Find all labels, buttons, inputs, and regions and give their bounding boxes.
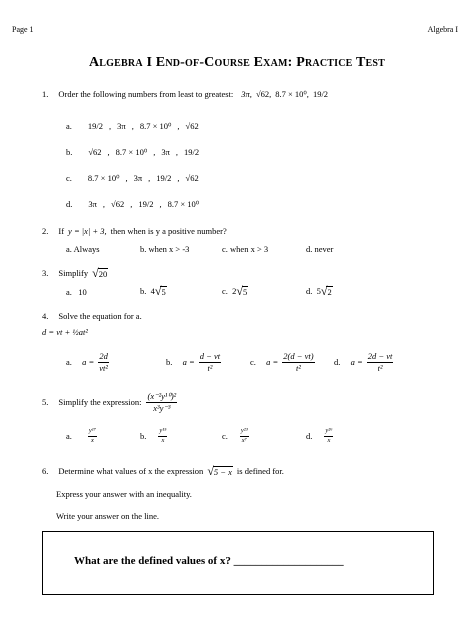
question-prompt: Solve the equation for a. xyxy=(58,311,142,321)
question-number: 5. xyxy=(42,396,49,407)
option-term: 19/2 xyxy=(184,147,200,157)
question-prompt: then when is y a positive number? xyxy=(110,226,227,236)
question-prompt: is defined for. xyxy=(236,466,284,477)
option-term: √62 xyxy=(185,173,199,183)
question-prompt: Simplify the expression: xyxy=(58,396,142,407)
question-number: 4. xyxy=(42,311,49,321)
q2-option-b[interactable]: b. when x > -3 xyxy=(140,244,190,254)
q2-option-c[interactable]: c. when x > 3 xyxy=(222,244,269,254)
q5-option-a[interactable]: a. $\frac{\text{y¹⁷}}{x}$ xyxy=(66,427,96,444)
question-prompt: Order the following numbers from least to greatest: xyxy=(58,89,234,99)
q5-option-c[interactable]: c. $\frac{\text{y²³}}{\text{x⁷}}$ xyxy=(222,427,248,444)
q5-option-d[interactable]: d. $\frac{\text{y²⁶}}{x}$ xyxy=(306,427,333,444)
option-term: 3π xyxy=(88,199,97,209)
question-1 xyxy=(42,90,328,99)
q3-option-c[interactable]: c. 2 √ 5 xyxy=(222,284,248,298)
q1-item: 19/2 xyxy=(312,89,329,99)
q2-option-a[interactable]: a. Always xyxy=(66,244,100,254)
q3-option-b[interactable]: b. 4 √ 5 xyxy=(140,284,166,298)
question-prompt: If xyxy=(58,226,65,236)
instruction-text: Express your answer with an inequality. xyxy=(56,489,192,499)
option-term: √62 xyxy=(111,199,125,209)
page-title: Algebra I End-of-Course Exam: Practice Test xyxy=(89,55,385,70)
q1-option-c[interactable]: c. 8.7 × 10⁰ , 3π , 19/2 , √62 xyxy=(66,173,199,183)
q3-option-a[interactable]: a. 10 xyxy=(66,287,87,297)
option-letter: b. xyxy=(66,147,73,157)
option-term: 8.7 × 10⁰ xyxy=(87,173,120,183)
q1-item: √62, xyxy=(255,89,272,99)
question-number: 1. xyxy=(42,89,49,99)
option-term: 19/2 xyxy=(138,199,154,209)
option-letter: a. xyxy=(66,121,72,131)
q1-option-d[interactable]: d. 3π , √62 , 19/2 , 8.7 × 10⁰ xyxy=(66,199,200,209)
option-term: 19/2 xyxy=(156,173,172,183)
equation: d = vt + ½at² xyxy=(42,327,88,337)
equation: y = |x| + 3, xyxy=(68,226,107,236)
option-term: 19/2 xyxy=(87,121,104,131)
q1-option-b[interactable]: b. √62 , 8.7 × 10⁰ , 3π , 19/2 xyxy=(66,147,200,157)
q1-item: 3π, xyxy=(241,89,252,99)
instruction-text: Write your answer on the line. xyxy=(56,511,160,521)
option-term: √62 xyxy=(185,121,199,131)
option-term: √62 xyxy=(88,147,102,157)
option-term: 3π xyxy=(161,147,170,157)
question-number: 2. xyxy=(42,226,49,236)
question-2 xyxy=(42,227,227,236)
q2-option-d[interactable]: d. never xyxy=(306,244,334,254)
option-term: 3π xyxy=(133,173,143,183)
option-term: 8.7 × 10⁰ xyxy=(167,199,200,209)
option-term: 8.7 × 10⁰ xyxy=(139,121,172,131)
option-letter: c. xyxy=(66,173,72,183)
q3-option-d[interactable]: d. 5 √ 2 xyxy=(306,284,332,298)
q4-option-d[interactable]: d. a = $\frac{2d - vt}{\text{t²}}$ xyxy=(334,351,393,373)
q1-item: 8.7 × 10⁰, xyxy=(275,89,309,99)
question-number: 6. xyxy=(42,466,49,477)
option-letter: d. xyxy=(66,199,73,209)
radical: √ 5 − x xyxy=(207,464,232,478)
question-5 xyxy=(42,392,178,412)
q5-option-b[interactable]: b. $\frac{\text{y¹⁵}}{x}$ xyxy=(140,427,167,444)
answer-line[interactable]: What are the defined values of x? ____________________ xyxy=(74,555,344,567)
question-3 xyxy=(42,268,108,279)
option-term: 8.7 × 10⁰ xyxy=(115,147,148,157)
q1-option-a[interactable]: a. 19/2 , 3π , 8.7 × 10⁰ , √62 xyxy=(66,121,199,131)
question-6 xyxy=(42,466,284,477)
course-name: Algebra I xyxy=(427,25,458,34)
question-4 xyxy=(42,312,142,321)
question-prompt: Determine what values of x the expression xyxy=(58,466,204,477)
q4-option-a[interactable]: a. a = $\frac{2d}{\text{vt²}}$ xyxy=(66,351,108,373)
expression-fraction: $\frac{\text{(x⁻²y¹⁰)²}}{\text{x³y⁻³}}$ xyxy=(147,391,177,413)
page-number: Page 1 xyxy=(12,25,34,34)
option-term: 3π xyxy=(117,121,126,131)
q4-option-c[interactable]: c. a = $\frac{2(d - vt)}{\text{t²}}$ xyxy=(250,351,314,373)
question-prompt: Simplify xyxy=(58,268,89,279)
question-number: 3. xyxy=(42,268,49,279)
radical: √ 20 xyxy=(92,266,108,280)
q4-option-b[interactable]: b. a = $\frac{d - vt}{\text{t²}}$ xyxy=(166,351,221,373)
